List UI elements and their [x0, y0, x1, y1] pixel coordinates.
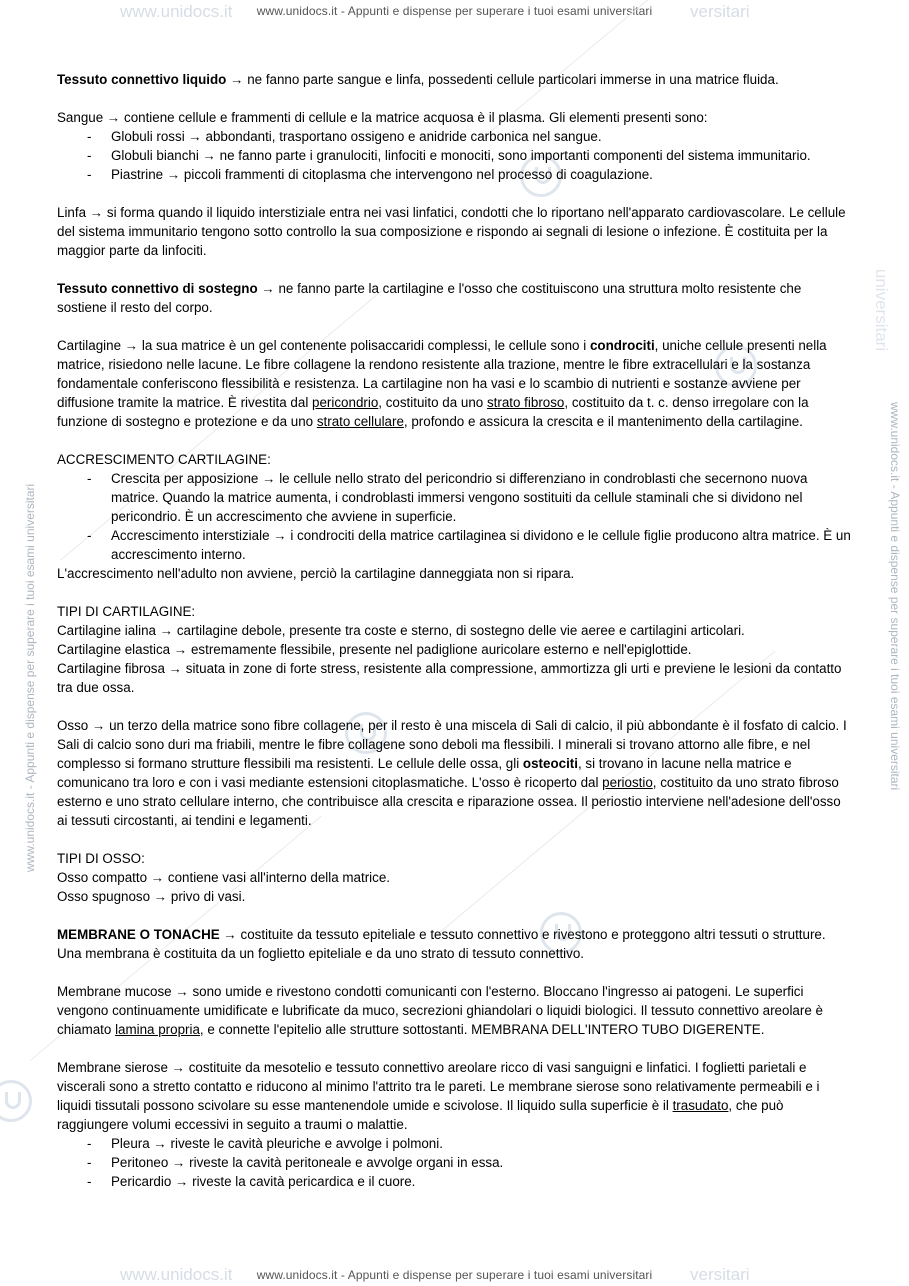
watermark-ghost-top-right: versitari: [690, 2, 750, 21]
list-item: - Piastrine → piccoli frammenti di citoplasma che intervengono nel processo di coagulazione.: [87, 167, 653, 182]
paragraph-tessuto-sostegno: Tessuto connettivo di sostegno → ne fanno parte la cartilagine e l'osso che costituiscono una struttura molto resistente che sostiene il resto del corpo.: [57, 281, 802, 315]
watermark-logo-icon: [0, 1080, 32, 1122]
paragraph-tessuto-liquido: Tessuto connettivo liquido → ne fanno parte sangue e linfa, possedenti cellule particolari immerse in una matrice fluida.: [57, 72, 779, 87]
term-tessuto-sostegno: Tessuto connettivo di sostegno: [57, 281, 258, 296]
list-item: - Globuli bianchi → ne fanno parte i granulociti, linfociti e monociti, sono importanti componenti del sistema immunitario.: [87, 148, 811, 163]
watermark-side-left: www.unidocs.it - Appunti e dispense per superare i tuoi esami universitari: [23, 483, 37, 872]
paragraph-membrane-sierose: Membrane sierose → costituite da mesotelio e tessuto connettivo areolare ricco di vasi sanguigni e linfatici. I foglietti parietali e viscerali sono a stretto contatto e riducono al minimo l'attrito tra le pareti. Le membrane sierose sono relativamente permeabili e i liquidi tissutali possono scivolare su esse mantenendole umide e scivolose. Il liquido sulla superficie è il trasudato, che può raggiungere volumi eccessivi in seguito a traumi o malattie.: [57, 1060, 820, 1132]
term-pericondrio: pericondrio: [312, 395, 379, 410]
paragraph-membrane: MEMBRANE O TONACHE → costituite da tessuto epiteliale e tessuto connettivo e rivestono e proteggono altri tessuti o strutture. Una membrana è costituita da un foglietto epiteliale e da uno strato di tessuto connettivo.: [57, 927, 826, 961]
line-cartilagine-elastica: Cartilagine elastica → estremamente flessibile, presente nel padiglione auricolare esterno e nell'epiglottide.: [57, 642, 692, 657]
term-tessuto-liquido: Tessuto connettivo liquido: [57, 72, 227, 87]
term-strato-cellulare: strato cellulare: [316, 414, 404, 429]
paragraph-sangue: Sangue → contiene cellule e frammenti di cellule e la matrice acquosa è il plasma. Gli elementi presenti sono:: [57, 110, 708, 125]
watermark-side-right: www.unidocs.it - Appunti e dispense per superare i tuoi esami universitari: [888, 402, 902, 791]
watermark-ghost-bottom-right: versitari: [690, 1265, 750, 1284]
paragraph-membrane-mucose: Membrane mucose → sono umide e rivestono condotti comunicanti con l'esterno. Bloccano l'ingresso ai patogeni. Le superfici vengono continuamente umidificate e lubrificate da muco, secrezioni ghiandolari o liquidi biologici. Il tessuto connettivo areolare è chiamato lamina propria, e connette l'epitelio alle strutture sottostanti. MEMBRANA DELL'INTERO TUBO DIGERENTE.: [57, 984, 823, 1037]
document-body: [57, 70, 853, 1191]
term-membrane: MEMBRANE O TONACHE: [57, 927, 220, 942]
term-lamina-propria: lamina propria: [115, 1022, 200, 1037]
watermark-ghost-right: universitari: [872, 268, 892, 352]
term-periostio: periostio: [602, 775, 653, 790]
list-item: - Pleura → riveste le cavità pleuriche e avvolge i polmoni.: [87, 1136, 443, 1151]
term-trasudato: trasudato: [672, 1098, 729, 1113]
line-osso-compatto: Osso compatto → contiene vasi all'interno della matrice.: [57, 870, 391, 885]
heading-tipi-osso: TIPI DI OSSO:: [57, 851, 145, 866]
heading-tipi-cartilagine: TIPI DI CARTILAGINE:: [57, 604, 196, 619]
watermark-footer: www.unidocs.it - Appunti e dispense per superare i tuoi esami universitari: [256, 1268, 653, 1282]
watermark-ghost-bottom: www.unidocs.it: [120, 1265, 233, 1284]
watermark-ghost-top: www.unidocs.it: [120, 2, 233, 21]
paragraph-linfa: Linfa → si forma quando il liquido interstiziale entra nei vasi linfatici, condotti che lo riportano nell'apparato cardiovascolare. Le cellule del sistema immunitario tengono sotto controllo la sua composizione e rispondo ai segnali di lesione o infezione. È costituita per la maggior parte da linfociti.: [57, 205, 846, 258]
list-item: - Crescita per apposizione → le cellule nello strato del pericondrio si differenziano in condroblasti che secernono nuova matrice. Quando la matrice aumenta, i condroblasti immersi vengono sostituiti da cellule staminali che si dividono nel pericondrio. È un accrescimento che avviene in superficie.: [87, 471, 808, 524]
list-item: - Peritoneo → riveste la cavità peritoneale e avvolge organi in essa.: [87, 1155, 504, 1170]
list-item: - Pericardio → riveste la cavità pericardica e il cuore.: [87, 1174, 416, 1189]
list-item: - Accrescimento interstiziale → i condrociti della matrice cartilaginea si dividono e le cellule figlie producono altra matrice. È un accrescimento interno.: [87, 528, 851, 562]
list-item: - Globuli rossi → abbondanti, trasportano ossigeno e anidride carbonica nel sangue.: [87, 129, 602, 144]
line-cartilagine-fibrosa: Cartilagine fibrosa → situata in zone di forte stress, resistente alla compressione, ammortizza gli urti e previene le lesioni da contatto tra due ossa.: [57, 661, 842, 695]
term-strato-fibroso: strato fibroso: [486, 395, 565, 410]
term-condrociti: condrociti: [589, 338, 655, 353]
watermark-header: www.unidocs.it - Appunti e dispense per superare i tuoi esami universitari: [256, 4, 653, 18]
paragraph-cartilagine: Cartilagine → la sua matrice è un gel contenente polisaccaridi complessi, le cellule sono i condrociti, uniche cellule presenti nella matrice, risiedono nelle lacune. Le fibre collagene la rendono resistente alla trazione, mentre le fibre extracellulari e la sostanza fondamentale conferiscono flessibilità e resistenza. La cartilagine non ha vasi e lo scambio di nutrienti e sostanze avviene per diffusione tramite la matrice. È rivestita dal pericondrio, costituito da uno strato fibroso, costituito da t. c. denso irregolare con la funzione di sostegno e protezione e da uno strato cellulare, profondo e assicura la crescita e il mantenimento della cartilagine.: [57, 338, 827, 429]
paragraph-osso: Osso → un terzo della matrice sono fibre collagene, per il resto è una miscela di Sali di calcio, il più abbondante è il fosfato di calcio. I Sali di calcio sono duri ma friabili, mentre le fibre collagene sono deboli ma flessibili. I minerali si trovano attorno alle fibre, e nel complesso si formano strutture flessibili ma resistenti. Le cellule delle ossa, gli osteociti, si trovano in lacune nella matrice e comunicano tra loro e con i vasi mediante estensioni citoplasmatiche. L'osso è ricoperto dal periostio, costituito da uno strato fibroso esterno e uno strato cellulare interno, che contribuisce alla crescita e riparazione ossea. Il periostio interviene nell'adesione dell'osso ai tessuti circostanti, ai tendini e legamenti.: [57, 718, 847, 828]
heading-accrescimento: ACCRESCIMENTO CARTILAGINE:: [57, 452, 271, 467]
line-osso-spugnoso: Osso spugnoso → privo di vasi.: [57, 889, 246, 904]
paragraph-accrescimento-adulto: L'accrescimento nell'adulto non avviene, perciò la cartilagine danneggiata non si ripara.: [57, 566, 575, 581]
line-cartilagine-ialina: Cartilagine ialina → cartilagine debole, presente tra coste e sterno, di sostegno delle vie aeree e cartilagini articolari.: [57, 623, 745, 638]
term-osteociti: osteociti: [522, 756, 578, 771]
